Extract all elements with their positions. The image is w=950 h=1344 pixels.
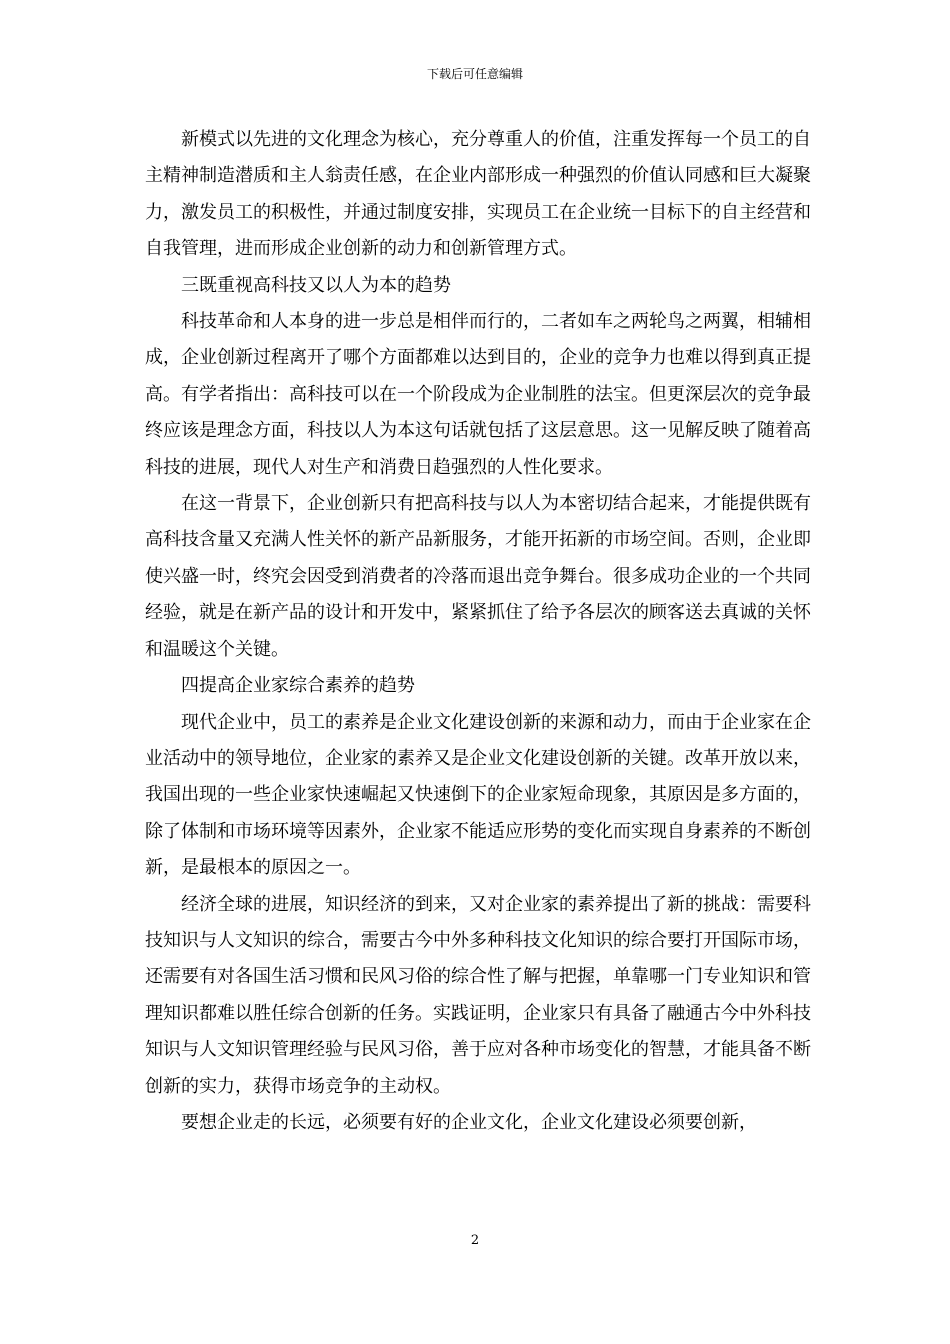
paragraph-globalization: 经济全球的进展，知识经济的到来，又对企业家的素养提出了新的挑战：需要科技知识与人文知识的综合，需要古今中外多种科技文化知识的综合要打开国际市场，还需要有对各国生活习惯和民风习俗的综合性了解与把握，单靠哪一门专业知识和管理知识都难以胜任综合创新的任务。实践证明，企业家只有具备了融通古今中外科技知识与人文知识管理经验与民风习俗，善于应对各种市场变化的智慧，才能具备不断创新的实力，获得市场竞争的主动权。 [145, 893, 811, 1097]
page-number: 2 [470, 1233, 480, 1248]
paragraph-new-model: 新模式以先进的文化理念为核心，充分尊重人的价值，注重发挥每一个员工的自主精神制造潜质和主人翁责任感，在企业内部形成一种强烈的价值认同感和巨大凝聚力，激发员工的积极性，并通过制度安排，实现员工在企业统一目标下的自主经营和自我管理，进而形成企业创新的动力和创新管理方式。 [145, 129, 811, 260]
paragraph-background: 在这一背景下，企业创新只有把高科技与以人为本密切结合起来，才能提供既有高科技含量又充满人性关怀的新产品新服务，才能开拓新的市场空间。否则，企业即使兴盛一时，终究会因受到消费者的冷落而退出竞争舞台。很多成功企业的一个共同经验，就是在新产品的设计和开发中，紧紧抓住了给予各层次的顾客送去真诚的关怀和温暖这个关键。 [145, 493, 811, 660]
paragraph-modern-enterprise: 现代企业中，员工的素养是企业文化建设创新的来源和动力，而由于企业家在企业活动中的领导地位，企业家的素养又是企业文化建设创新的关键。改革开放以来，我国出现的一些企业家快速崛起又快速倒下的企业家短命现象，其原因是多方面的，除了体制和市场环境等因素外，企业家不能适应形势的变化而实现自身素养的不断创新，是最根本的原因之一。 [145, 711, 811, 879]
section-heading-3: 三既重视高科技又以人为本的趋势 [181, 274, 451, 296]
document-body [145, 122, 811, 1141]
paragraph-tech-revolution: 科技革命和人本身的进一步总是相伴而行的，二者如车之两轮鸟之两翼，相辅相成，企业创新过程离开了哪个方面都难以达到目的，企业的竞争力也难以得到真正提高。有学者指出：高科技可以在一个阶段成为企业制胜的法宝。但更深层次的竞争最终应该是理念方面，科技以人为本这句话就包括了这层意思。这一见解反映了随着高科技的进展，现代人对生产和消费日趋强烈的人性化要求。 [145, 311, 811, 478]
page-header: 下载后可任意编辑 [426, 67, 523, 81]
section-heading-4: 四提高企业家综合素养的趋势 [181, 675, 415, 697]
paragraph-long-term: 要想企业走的长远，必须要有好的企业文化，企业文化建设必须要创新， [181, 1111, 757, 1133]
